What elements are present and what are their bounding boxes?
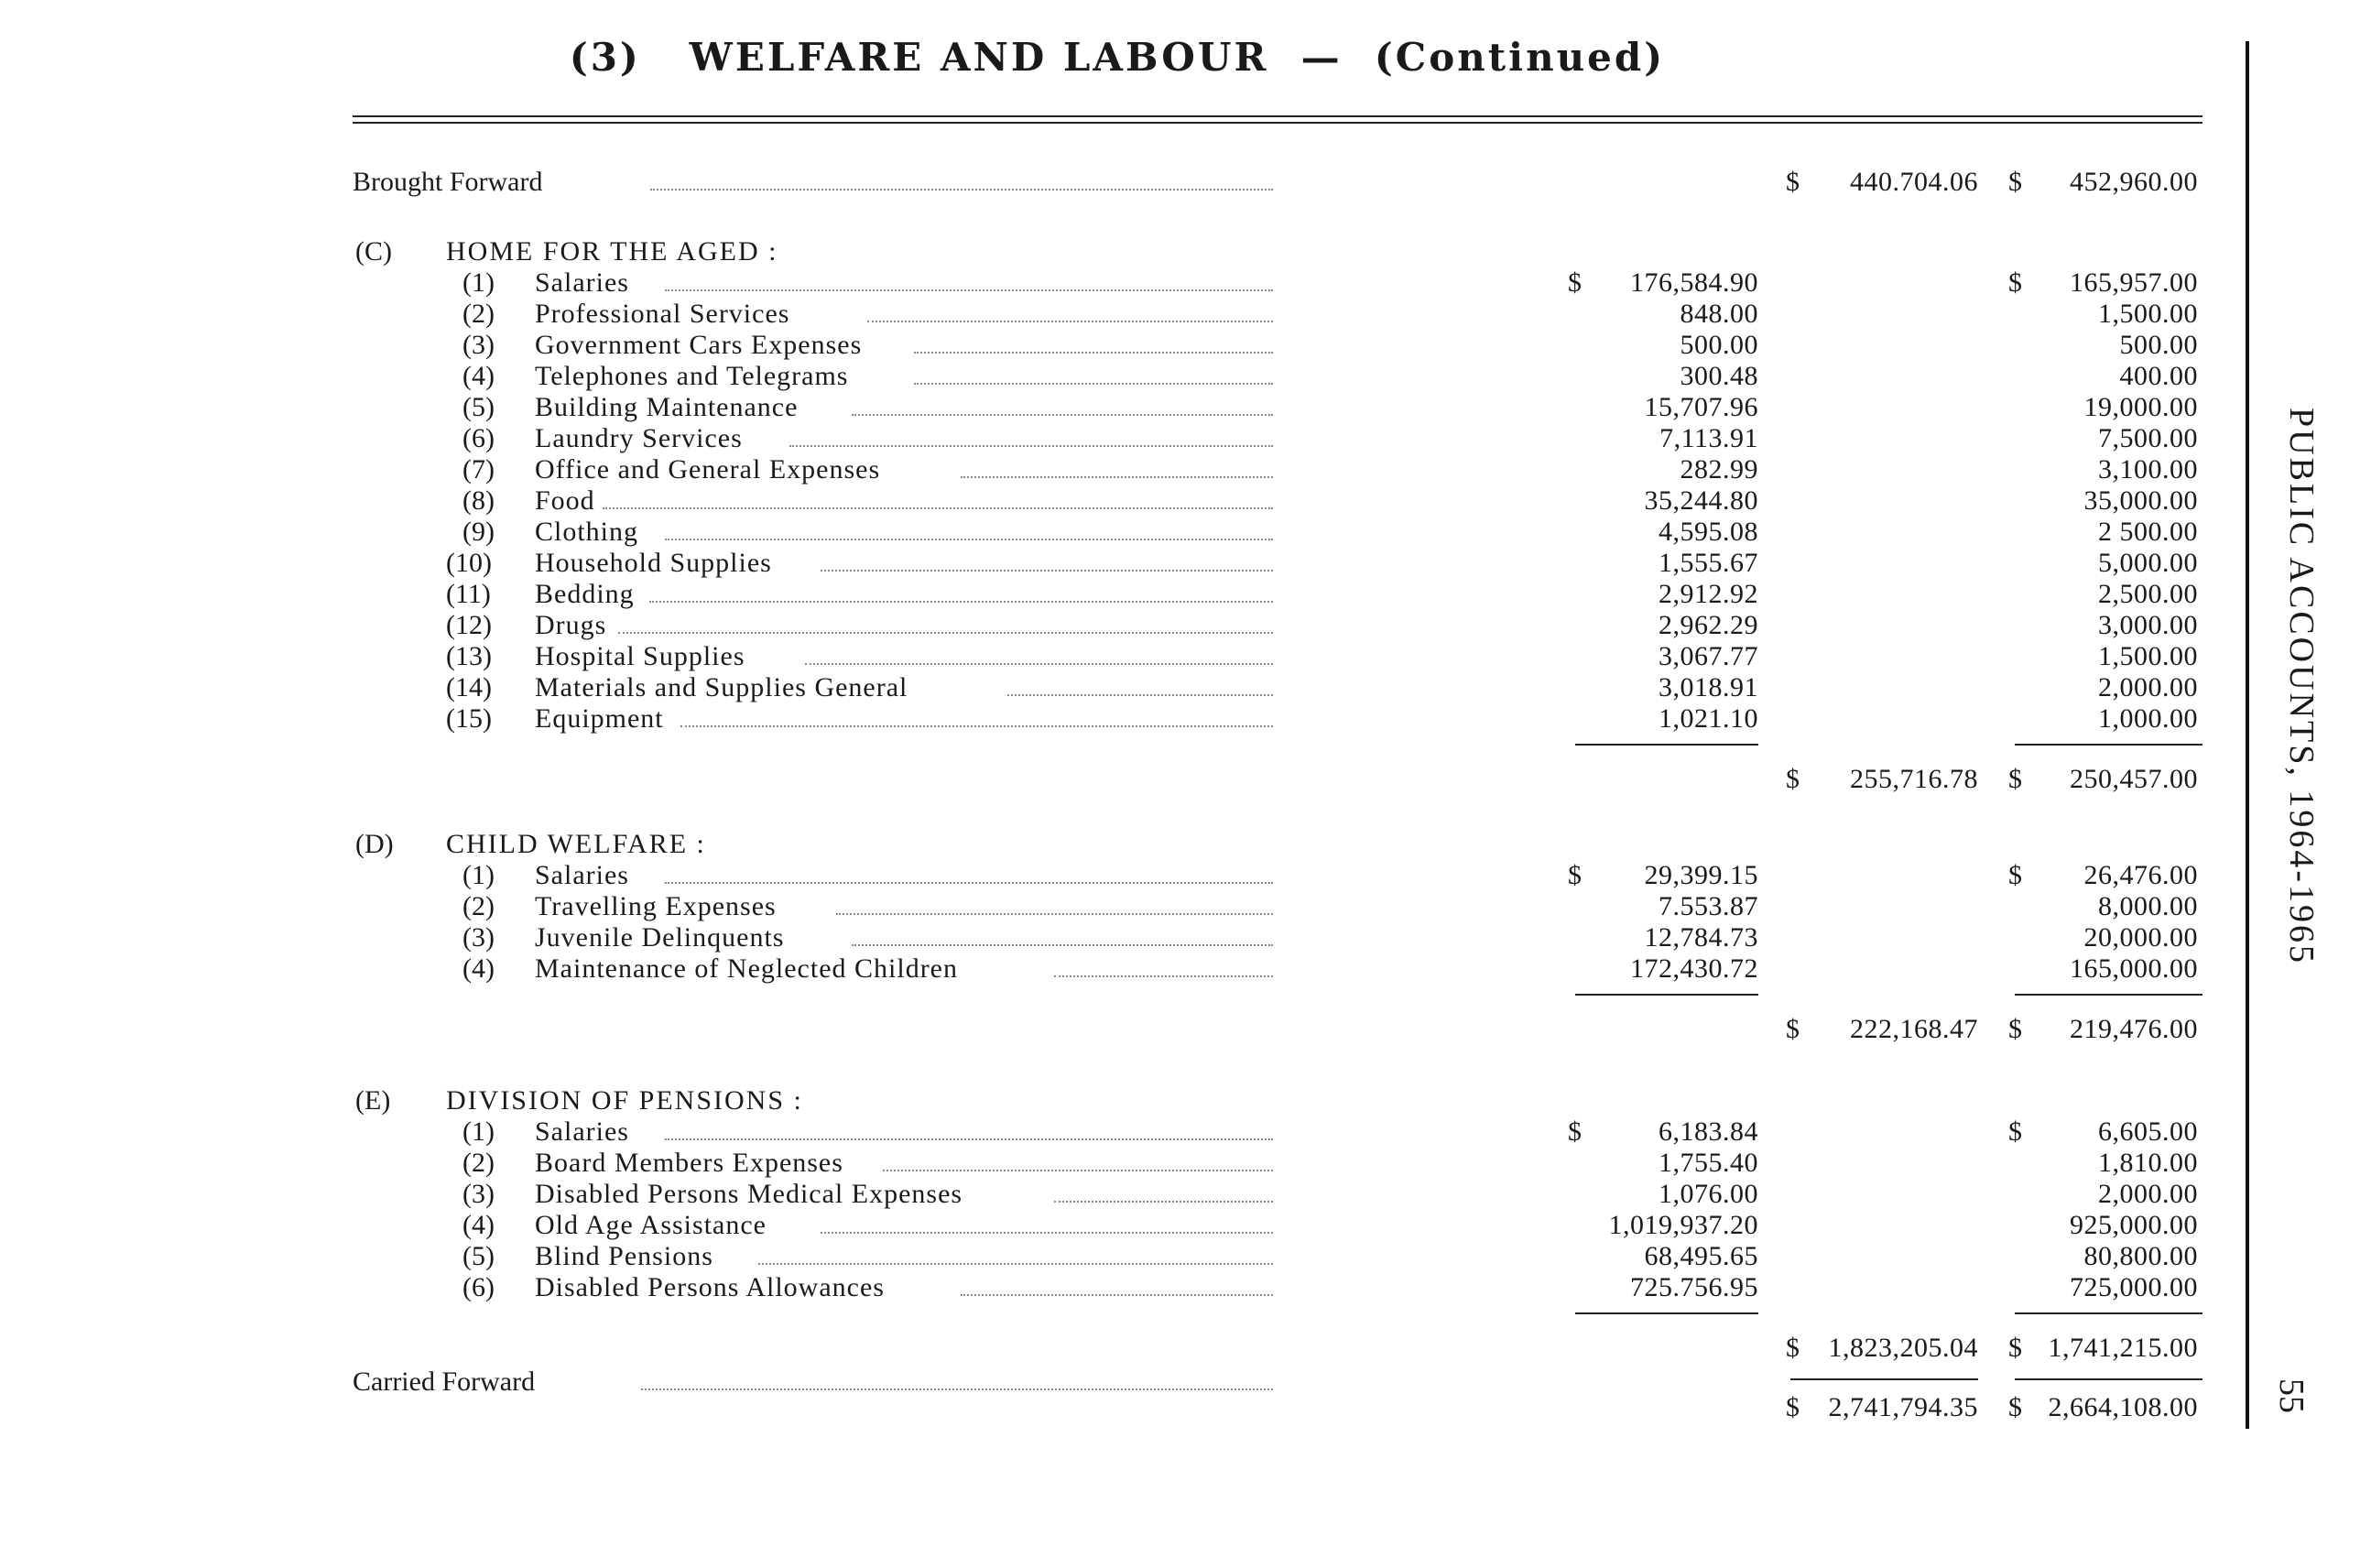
leader-dots xyxy=(1007,694,1273,696)
item-actual: 2,912.92 xyxy=(1659,579,1758,609)
item-label: Salaries xyxy=(535,860,629,890)
line-item xyxy=(0,641,2235,672)
currency-symbol: $ xyxy=(2008,764,2022,794)
section-title: WELFARE AND LABOUR xyxy=(689,35,1269,80)
item-actual: 7.553.87 xyxy=(1659,891,1758,921)
currency-symbol: $ xyxy=(1786,1392,1800,1422)
item-actual: 176,584.90 xyxy=(1630,267,1758,298)
currency-symbol: $ xyxy=(1786,1014,1800,1044)
item-actual: 1,019,937.20 xyxy=(1608,1210,1758,1240)
subtotal-rule xyxy=(1575,744,1758,746)
item-number: (12) xyxy=(446,610,492,640)
leader-dots xyxy=(641,1388,1273,1390)
line-item xyxy=(0,1179,2235,1210)
brought-forward-label: Brought Forward xyxy=(353,167,543,197)
item-actual: 3,067.77 xyxy=(1659,641,1758,671)
item-estimate: 1,500.00 xyxy=(2098,641,2198,671)
item-label: Blind Pensions xyxy=(535,1241,713,1271)
line-item xyxy=(0,454,2235,485)
leader-dots xyxy=(852,414,1273,416)
subtotal-rule xyxy=(2015,744,2202,746)
side-running-title: PUBLIC ACCOUNTS, 1964-1965 xyxy=(2282,408,2321,965)
leader-dots xyxy=(789,445,1273,447)
line-item xyxy=(0,299,2235,330)
continued-label: (Continued) xyxy=(1374,35,1666,80)
item-estimate: 7,500.00 xyxy=(2098,423,2198,453)
currency-symbol: $ xyxy=(1568,267,1582,298)
item-label: Juvenile Delinquents xyxy=(535,922,785,953)
leader-dots xyxy=(650,189,1273,191)
item-label: Disabled Persons Allowances xyxy=(535,1272,885,1302)
section-title: HOME FOR THE AGED : xyxy=(446,236,778,267)
item-label: Disabled Persons Medical Expenses xyxy=(535,1179,963,1209)
leader-dots xyxy=(1054,1201,1273,1203)
line-item xyxy=(0,579,2235,610)
line-item xyxy=(0,703,2235,735)
section-heading xyxy=(0,829,2235,860)
section-total xyxy=(0,1333,2235,1364)
item-number: (5) xyxy=(462,1241,495,1271)
currency-symbol: $ xyxy=(2008,1116,2022,1147)
currency-symbol: $ xyxy=(2008,1333,2022,1363)
section-total-estimate: 219,476.00 xyxy=(2070,1014,2198,1044)
brought-forward-estimate: 452,960.00 xyxy=(2070,167,2198,197)
item-number: (7) xyxy=(462,454,495,485)
item-number: (2) xyxy=(462,299,495,329)
item-estimate: 2 500.00 xyxy=(2098,517,2198,547)
leader-dots xyxy=(961,1294,1273,1296)
item-number: (4) xyxy=(462,361,495,391)
leader-dots xyxy=(665,539,1273,540)
currency-symbol: $ xyxy=(2008,860,2022,890)
item-number: (6) xyxy=(462,423,495,453)
item-label: Bedding xyxy=(535,579,635,609)
title-dash: — xyxy=(1300,35,1343,80)
item-estimate: 26,476.00 xyxy=(2083,860,2198,890)
leader-dots xyxy=(821,1232,1273,1234)
line-item xyxy=(0,610,2235,641)
section-letter: (D) xyxy=(355,829,394,859)
item-number: (10) xyxy=(446,548,492,578)
leader-dots xyxy=(603,507,1273,509)
item-actual: 6,183.84 xyxy=(1659,1116,1758,1147)
item-actual: 4,595.08 xyxy=(1659,517,1758,547)
currency-symbol: $ xyxy=(1568,860,1582,890)
page-number: 55 xyxy=(2272,1378,2311,1413)
line-item xyxy=(0,1272,2235,1303)
carried-forward-actual: 2,741,794.35 xyxy=(1828,1392,1978,1422)
item-label: Travelling Expenses xyxy=(535,891,777,921)
leader-dots xyxy=(867,321,1273,322)
item-label: Food xyxy=(535,485,595,516)
line-item xyxy=(0,548,2235,579)
leader-dots xyxy=(665,289,1273,291)
currency-symbol: $ xyxy=(1786,764,1800,794)
item-estimate: 3,000.00 xyxy=(2098,610,2198,640)
item-estimate: 400.00 xyxy=(2119,361,2198,391)
item-estimate: 80,800.00 xyxy=(2083,1241,2198,1271)
leader-dots xyxy=(665,882,1273,884)
line-item xyxy=(0,423,2235,454)
brought-forward-actual: 440.704.06 xyxy=(1850,167,1978,197)
item-actual: 1,021.10 xyxy=(1659,703,1758,734)
item-number: (2) xyxy=(462,891,495,921)
currency-symbol: $ xyxy=(2008,1392,2022,1422)
line-item xyxy=(0,485,2235,517)
leader-dots xyxy=(852,944,1273,946)
leader-dots xyxy=(836,913,1273,915)
item-number: (13) xyxy=(446,641,492,671)
leader-dots xyxy=(805,663,1273,665)
item-label: Board Members Expenses xyxy=(535,1148,843,1178)
item-estimate: 2,000.00 xyxy=(2098,672,2198,702)
currency-symbol: $ xyxy=(2008,267,2022,298)
item-label: Building Maintenance xyxy=(535,392,799,422)
item-number: (3) xyxy=(462,922,495,953)
leader-dots xyxy=(1054,975,1273,977)
leader-dots xyxy=(618,632,1273,634)
currency-symbol: $ xyxy=(2008,167,2022,197)
line-item xyxy=(0,330,2235,361)
item-number: (15) xyxy=(446,703,492,734)
item-actual: 12,784.73 xyxy=(1644,922,1758,953)
leader-dots xyxy=(649,601,1273,603)
item-label: Hospital Supplies xyxy=(535,641,745,671)
section-letter: (E) xyxy=(355,1085,391,1116)
line-item xyxy=(0,517,2235,548)
item-estimate: 1,000.00 xyxy=(2098,703,2198,734)
subtotal-rule xyxy=(2015,1312,2202,1314)
item-number: (1) xyxy=(462,267,495,298)
line-item xyxy=(0,672,2235,703)
item-actual: 7,113.91 xyxy=(1659,423,1758,453)
leader-dots xyxy=(914,383,1273,385)
line-item xyxy=(0,1210,2235,1241)
item-number: (6) xyxy=(462,1272,495,1302)
item-estimate: 165,957.00 xyxy=(2070,267,2198,298)
carried-forward-estimate: 2,664,108.00 xyxy=(2048,1392,2198,1422)
section-total-actual: 1,823,205.04 xyxy=(1828,1333,1978,1363)
brought-forward-row xyxy=(0,167,2235,198)
leader-dots xyxy=(961,476,1273,478)
item-actual: 1,555.67 xyxy=(1659,548,1758,578)
currency-symbol: $ xyxy=(2008,1014,2022,1044)
item-actual: 15,707.96 xyxy=(1644,392,1758,422)
leader-dots xyxy=(665,1138,1273,1140)
margin-rule xyxy=(2246,41,2249,1429)
item-actual: 725.756.95 xyxy=(1630,1272,1758,1302)
line-item xyxy=(0,267,2235,299)
leader-dots xyxy=(758,1263,1273,1265)
subtotal-rule xyxy=(1575,994,1758,996)
section-heading xyxy=(0,1085,2235,1116)
header-rule-bottom xyxy=(353,122,2202,124)
item-actual: 282.99 xyxy=(1680,454,1758,485)
item-actual: 848.00 xyxy=(1680,299,1758,329)
section-title: DIVISION OF PENSIONS : xyxy=(446,1085,803,1116)
item-estimate: 3,100.00 xyxy=(2098,454,2198,485)
currency-symbol: $ xyxy=(1786,1333,1800,1363)
item-label: Drugs xyxy=(535,610,607,640)
section-title: CHILD WELFARE : xyxy=(446,829,706,859)
line-item xyxy=(0,361,2235,392)
item-actual: 68,495.65 xyxy=(1644,1241,1758,1271)
item-actual: 1,076.00 xyxy=(1659,1179,1758,1209)
item-estimate: 35,000.00 xyxy=(2083,485,2198,516)
item-label: Clothing xyxy=(535,517,639,547)
currency-symbol: $ xyxy=(1786,167,1800,197)
item-number: (3) xyxy=(462,330,495,360)
item-label: Salaries xyxy=(535,267,629,298)
item-number: (8) xyxy=(462,485,495,516)
section-number: (3) xyxy=(569,35,641,80)
section-total-actual: 255,716.78 xyxy=(1850,764,1978,794)
header-rule-top xyxy=(353,115,2202,117)
item-number: (1) xyxy=(462,1116,495,1147)
line-item xyxy=(0,953,2235,985)
section-total xyxy=(0,1014,2235,1045)
item-estimate: 19,000.00 xyxy=(2083,392,2198,422)
item-label: Government Cars Expenses xyxy=(535,330,863,360)
section-total xyxy=(0,764,2235,795)
item-label: Telephones and Telegrams xyxy=(535,361,849,391)
item-label: Laundry Services xyxy=(535,423,743,453)
item-estimate: 6,605.00 xyxy=(2098,1116,2198,1147)
item-label: Household Supplies xyxy=(535,548,772,578)
line-item xyxy=(0,860,2235,891)
line-item xyxy=(0,1148,2235,1179)
item-number: (11) xyxy=(446,579,491,609)
item-number: (4) xyxy=(462,1210,495,1240)
item-actual: 2,962.29 xyxy=(1659,610,1758,640)
currency-symbol: $ xyxy=(1568,1116,1582,1147)
leader-dots xyxy=(680,725,1273,727)
item-estimate: 1,810.00 xyxy=(2098,1148,2198,1178)
item-estimate: 2,000.00 xyxy=(2098,1179,2198,1209)
item-actual: 500.00 xyxy=(1680,330,1758,360)
item-label: Office and General Expenses xyxy=(535,454,881,485)
item-label: Equipment xyxy=(535,703,664,734)
subtotal-rule xyxy=(1575,1312,1758,1314)
line-item xyxy=(0,922,2235,953)
subtotal-rule xyxy=(2015,994,2202,996)
item-estimate: 925,000.00 xyxy=(2070,1210,2198,1240)
leader-dots xyxy=(914,352,1273,354)
item-number: (5) xyxy=(462,392,495,422)
leader-dots xyxy=(821,570,1273,572)
item-estimate: 725,000.00 xyxy=(2070,1272,2198,1302)
item-estimate: 8,000.00 xyxy=(2098,891,2198,921)
section-letter: (C) xyxy=(355,236,392,267)
line-item xyxy=(0,392,2235,423)
item-estimate: 20,000.00 xyxy=(2083,922,2198,953)
section-total-estimate: 250,457.00 xyxy=(2070,764,2198,794)
item-label: Materials and Supplies General xyxy=(535,672,908,702)
section-total-actual: 222,168.47 xyxy=(1850,1014,1978,1044)
line-item xyxy=(0,891,2235,922)
item-number: (1) xyxy=(462,860,495,890)
item-actual: 300.48 xyxy=(1680,361,1758,391)
item-actual: 172,430.72 xyxy=(1630,953,1758,984)
item-actual: 35,244.80 xyxy=(1644,485,1758,516)
page-title xyxy=(0,35,2235,80)
item-label: Old Age Assistance xyxy=(535,1210,767,1240)
item-number: (4) xyxy=(462,953,495,984)
section-heading xyxy=(0,236,2235,267)
item-estimate: 165,000.00 xyxy=(2070,953,2198,984)
item-label: Maintenance of Neglected Children xyxy=(535,953,958,984)
item-estimate: 5,000.00 xyxy=(2098,548,2198,578)
carried-forward-label: Carried Forward xyxy=(353,1367,536,1397)
section-total-estimate: 1,741,215.00 xyxy=(2048,1333,2198,1363)
item-number: (9) xyxy=(462,517,495,547)
item-actual: 3,018.91 xyxy=(1659,672,1758,702)
leader-dots xyxy=(883,1170,1273,1171)
line-item xyxy=(0,1116,2235,1148)
item-estimate: 1,500.00 xyxy=(2098,299,2198,329)
item-estimate: 500.00 xyxy=(2119,330,2198,360)
carried-forward-totals xyxy=(0,1392,2235,1423)
line-item xyxy=(0,1241,2235,1272)
item-label: Professional Services xyxy=(535,299,790,329)
item-actual: 1,755.40 xyxy=(1659,1148,1758,1178)
item-number: (3) xyxy=(462,1179,495,1209)
item-estimate: 2,500.00 xyxy=(2098,579,2198,609)
item-number: (2) xyxy=(462,1148,495,1178)
item-actual: 29,399.15 xyxy=(1644,860,1758,890)
item-label: Salaries xyxy=(535,1116,629,1147)
item-number: (14) xyxy=(446,672,492,702)
